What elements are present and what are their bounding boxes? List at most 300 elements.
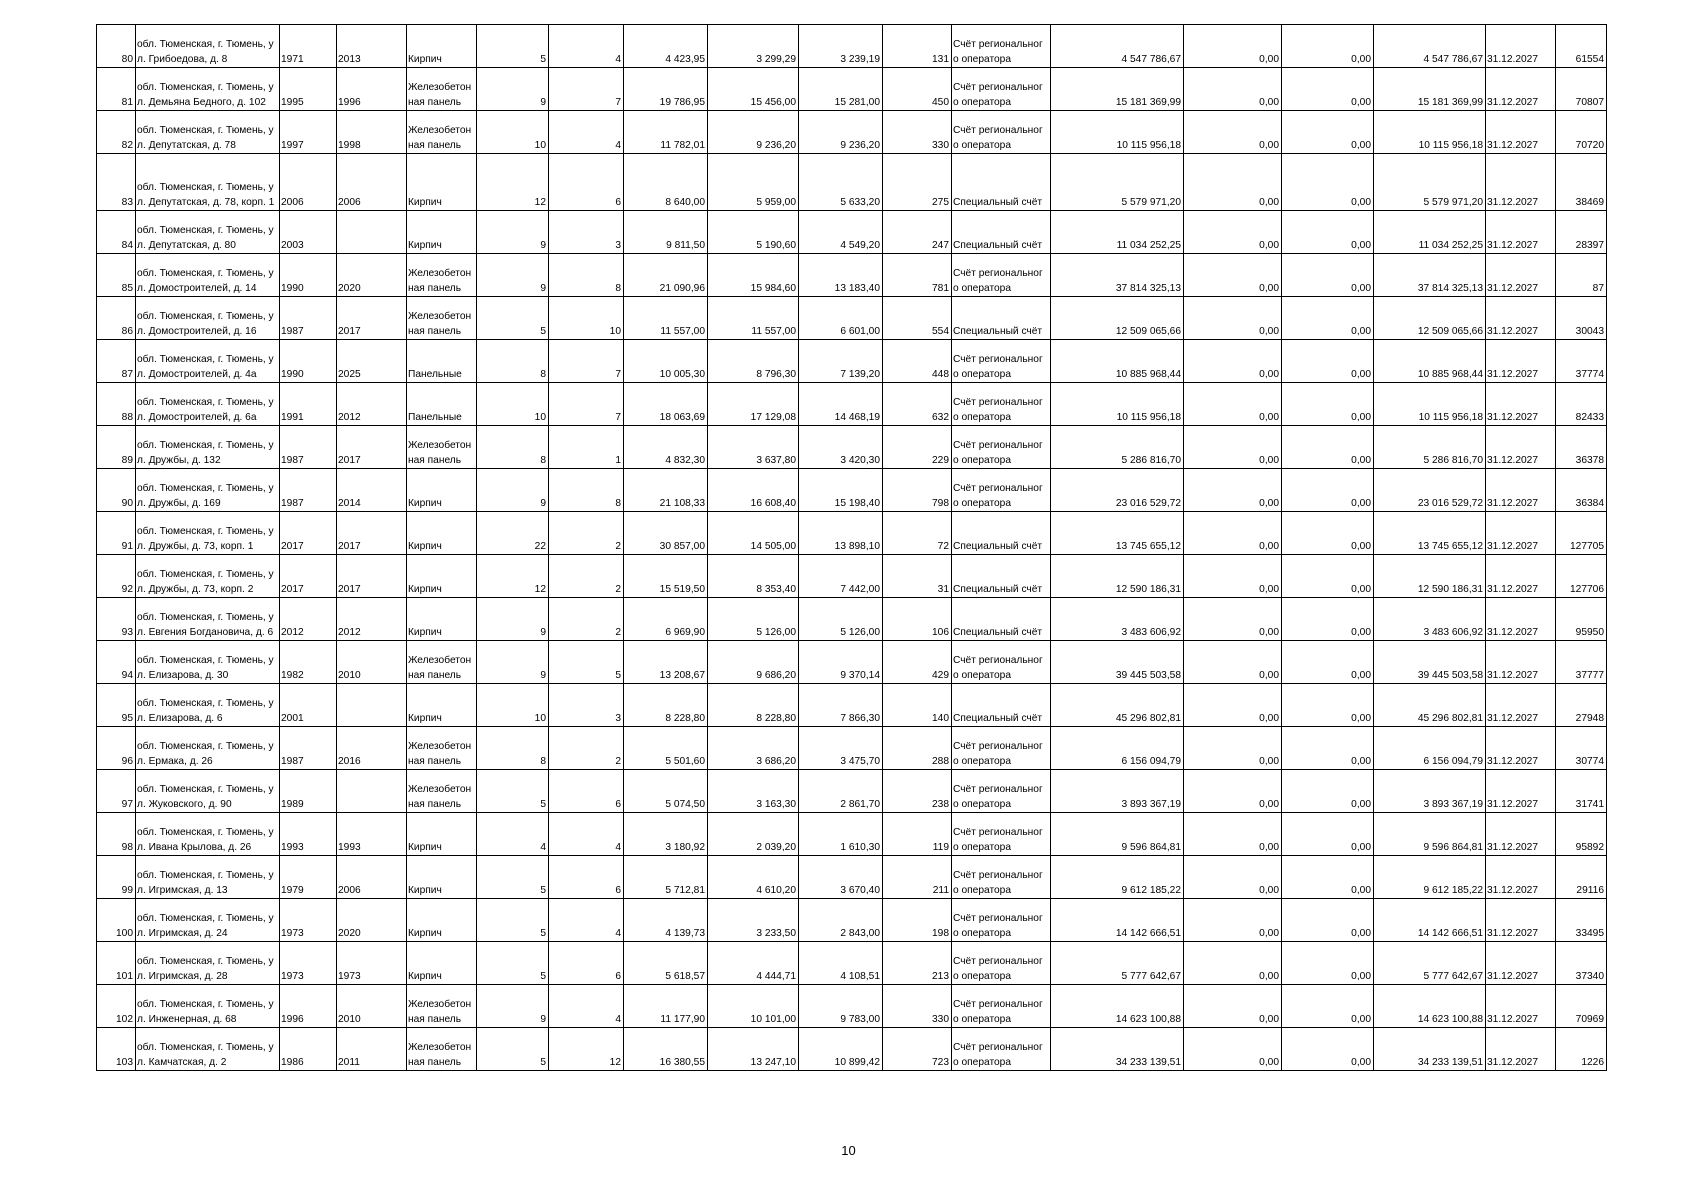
cost-extra-2-cell: 0,00 <box>1282 154 1374 211</box>
deadline-date-cell: 31.12.2027 <box>1486 297 1556 340</box>
row-number: 85 <box>97 254 136 297</box>
living-area-cell: 2 861,70 <box>799 770 883 813</box>
address-cell: обл. Тюменская, г. Тюмень, ул. Елизарова, д. 30 <box>136 641 280 684</box>
living-area-cell: 6 601,00 <box>799 297 883 340</box>
year-renovated-cell: 2006 <box>337 154 407 211</box>
floors-cell: 9 <box>477 254 549 297</box>
year-renovated-cell: 1998 <box>337 111 407 154</box>
address-cell: обл. Тюменская, г. Тюмень, ул. Дружбы, д. 73, корп. 1 <box>136 512 280 555</box>
year-built-cell: 2003 <box>280 211 337 254</box>
deadline-date-cell: 31.12.2027 <box>1486 254 1556 297</box>
cost-extra-2-cell: 0,00 <box>1282 426 1374 469</box>
entrances-cell: 5 <box>549 641 624 684</box>
living-area-cell: 4 108,51 <box>799 942 883 985</box>
cost-cell: 12 590 186,31 <box>1051 555 1184 598</box>
house-code-cell: 70807 <box>1556 68 1607 111</box>
year-renovated-cell <box>337 684 407 727</box>
premises-area-cell: 9 236,20 <box>708 111 799 154</box>
residents-cell: 781 <box>883 254 952 297</box>
wall-material-cell: Кирпич <box>407 154 477 211</box>
house-code-cell: 70720 <box>1556 111 1607 154</box>
total-area-cell: 21 090,96 <box>624 254 708 297</box>
cost-cell: 10 115 956,18 <box>1051 383 1184 426</box>
wall-material-cell: Кирпич <box>407 598 477 641</box>
year-built-cell: 1993 <box>280 813 337 856</box>
living-area-cell: 13 183,40 <box>799 254 883 297</box>
wall-material-cell: Панельные <box>407 340 477 383</box>
fund-method-cell: Счёт регионального оператора <box>952 426 1051 469</box>
residents-cell: 450 <box>883 68 952 111</box>
living-area-cell: 9 783,00 <box>799 985 883 1028</box>
table-row <box>97 25 1607 68</box>
address-cell: обл. Тюменская, г. Тюмень, ул. Домостроителей, д. 6а <box>136 383 280 426</box>
cost-cell: 23 016 529,72 <box>1051 469 1184 512</box>
cost-cell: 9 612 185,22 <box>1051 856 1184 899</box>
deadline-date-cell: 31.12.2027 <box>1486 154 1556 211</box>
year-built-cell: 1997 <box>280 111 337 154</box>
year-renovated-cell: 2017 <box>337 297 407 340</box>
living-area-cell: 3 420,30 <box>799 426 883 469</box>
cost-extra-2-cell: 0,00 <box>1282 111 1374 154</box>
row-number: 97 <box>97 770 136 813</box>
row-number: 98 <box>97 813 136 856</box>
residents-cell: 798 <box>883 469 952 512</box>
premises-area-cell: 15 456,00 <box>708 68 799 111</box>
entrances-cell: 6 <box>549 154 624 211</box>
entrances-cell: 2 <box>549 598 624 641</box>
address-cell: обл. Тюменская, г. Тюмень, ул. Домостроителей, д. 16 <box>136 297 280 340</box>
total-cost-cell: 12 590 186,31 <box>1374 555 1486 598</box>
total-area-cell: 8 640,00 <box>624 154 708 211</box>
cost-extra-1-cell: 0,00 <box>1184 856 1282 899</box>
premises-area-cell: 3 686,20 <box>708 727 799 770</box>
residents-cell: 119 <box>883 813 952 856</box>
table-row <box>97 254 1607 297</box>
year-built-cell: 2006 <box>280 154 337 211</box>
cost-extra-2-cell: 0,00 <box>1282 1028 1374 1071</box>
premises-area-cell: 5 126,00 <box>708 598 799 641</box>
premises-area-cell: 2 039,20 <box>708 813 799 856</box>
table-row <box>97 297 1607 340</box>
row-number: 100 <box>97 899 136 942</box>
entrances-cell: 6 <box>549 942 624 985</box>
deadline-date-cell: 31.12.2027 <box>1486 211 1556 254</box>
total-cost-cell: 5 579 971,20 <box>1374 154 1486 211</box>
year-built-cell: 2012 <box>280 598 337 641</box>
living-area-cell: 7 139,20 <box>799 340 883 383</box>
deadline-date-cell: 31.12.2027 <box>1486 340 1556 383</box>
cost-cell: 3 483 606,92 <box>1051 598 1184 641</box>
cost-extra-2-cell: 0,00 <box>1282 684 1374 727</box>
table-row <box>97 512 1607 555</box>
total-cost-cell: 14 142 666,51 <box>1374 899 1486 942</box>
floors-cell: 12 <box>477 154 549 211</box>
cost-extra-2-cell: 0,00 <box>1282 942 1374 985</box>
wall-material-cell: Кирпич <box>407 211 477 254</box>
year-built-cell: 1990 <box>280 340 337 383</box>
row-number: 82 <box>97 111 136 154</box>
year-built-cell: 1989 <box>280 770 337 813</box>
address-cell: обл. Тюменская, г. Тюмень, ул. Домостроителей, д. 4а <box>136 340 280 383</box>
cost-extra-1-cell: 0,00 <box>1184 383 1282 426</box>
entrances-cell: 7 <box>549 340 624 383</box>
cost-cell: 6 156 094,79 <box>1051 727 1184 770</box>
year-renovated-cell: 2014 <box>337 469 407 512</box>
cost-extra-1-cell: 0,00 <box>1184 254 1282 297</box>
address-cell: обл. Тюменская, г. Тюмень, ул. Елизарова, д. 6 <box>136 684 280 727</box>
total-cost-cell: 15 181 369,99 <box>1374 68 1486 111</box>
entrances-cell: 8 <box>549 469 624 512</box>
residents-cell: 330 <box>883 111 952 154</box>
cost-extra-2-cell: 0,00 <box>1282 297 1374 340</box>
year-renovated-cell: 2017 <box>337 555 407 598</box>
total-area-cell: 5 618,57 <box>624 942 708 985</box>
table-row <box>97 1028 1607 1071</box>
total-area-cell: 30 857,00 <box>624 512 708 555</box>
table-row <box>97 469 1607 512</box>
address-cell: обл. Тюменская, г. Тюмень, ул. Депутатская, д. 78 <box>136 111 280 154</box>
address-cell: обл. Тюменская, г. Тюмень, ул. Дружбы, д. 132 <box>136 426 280 469</box>
year-renovated-cell: 2012 <box>337 598 407 641</box>
cost-cell: 3 893 367,19 <box>1051 770 1184 813</box>
row-number: 91 <box>97 512 136 555</box>
fund-method-cell: Счёт регионального оператора <box>952 813 1051 856</box>
living-area-cell: 3 670,40 <box>799 856 883 899</box>
floors-cell: 5 <box>477 770 549 813</box>
residents-cell: 140 <box>883 684 952 727</box>
floors-cell: 8 <box>477 727 549 770</box>
fund-method-cell: Счёт регионального оператора <box>952 340 1051 383</box>
year-built-cell: 1987 <box>280 469 337 512</box>
address-cell: обл. Тюменская, г. Тюмень, ул. Жуковского, д. 90 <box>136 770 280 813</box>
floors-cell: 5 <box>477 942 549 985</box>
cost-extra-1-cell: 0,00 <box>1184 154 1282 211</box>
house-code-cell: 87 <box>1556 254 1607 297</box>
total-area-cell: 21 108,33 <box>624 469 708 512</box>
cost-extra-1-cell: 0,00 <box>1184 512 1282 555</box>
address-cell: обл. Тюменская, г. Тюмень, ул. Игримская, д. 28 <box>136 942 280 985</box>
table-row <box>97 598 1607 641</box>
cost-cell: 10 885 968,44 <box>1051 340 1184 383</box>
cost-extra-2-cell: 0,00 <box>1282 985 1374 1028</box>
table-row <box>97 68 1607 111</box>
wall-material-cell: Железобетонная панель <box>407 426 477 469</box>
total-area-cell: 10 005,30 <box>624 340 708 383</box>
cost-extra-2-cell: 0,00 <box>1282 727 1374 770</box>
entrances-cell: 3 <box>549 211 624 254</box>
entrances-cell: 4 <box>549 813 624 856</box>
entrances-cell: 2 <box>549 512 624 555</box>
total-area-cell: 6 969,90 <box>624 598 708 641</box>
wall-material-cell: Железобетонная панель <box>407 985 477 1028</box>
total-area-cell: 3 180,92 <box>624 813 708 856</box>
total-cost-cell: 45 296 802,81 <box>1374 684 1486 727</box>
year-built-cell: 1973 <box>280 899 337 942</box>
entrances-cell: 1 <box>549 426 624 469</box>
row-number: 88 <box>97 383 136 426</box>
year-renovated-cell: 2020 <box>337 899 407 942</box>
total-area-cell: 11 557,00 <box>624 297 708 340</box>
wall-material-cell: Железобетонная панель <box>407 727 477 770</box>
premises-area-cell: 11 557,00 <box>708 297 799 340</box>
cost-extra-2-cell: 0,00 <box>1282 254 1374 297</box>
total-area-cell: 16 380,55 <box>624 1028 708 1071</box>
residents-cell: 229 <box>883 426 952 469</box>
house-code-cell: 28397 <box>1556 211 1607 254</box>
cost-extra-2-cell: 0,00 <box>1282 899 1374 942</box>
year-renovated-cell: 2016 <box>337 727 407 770</box>
house-code-cell: 36378 <box>1556 426 1607 469</box>
living-area-cell: 2 843,00 <box>799 899 883 942</box>
table-row <box>97 684 1607 727</box>
address-cell: обл. Тюменская, г. Тюмень, ул. Евгения Богдановича, д. 6 <box>136 598 280 641</box>
address-cell: обл. Тюменская, г. Тюмень, ул. Депутатская, д. 78, корп. 1 <box>136 154 280 211</box>
year-renovated-cell: 2020 <box>337 254 407 297</box>
fund-method-cell: Счёт регионального оператора <box>952 942 1051 985</box>
living-area-cell: 3 475,70 <box>799 727 883 770</box>
year-built-cell: 1987 <box>280 297 337 340</box>
entrances-cell: 4 <box>549 111 624 154</box>
cost-extra-2-cell: 0,00 <box>1282 813 1374 856</box>
cost-cell: 10 115 956,18 <box>1051 111 1184 154</box>
year-renovated-cell: 2017 <box>337 426 407 469</box>
entrances-cell: 6 <box>549 770 624 813</box>
premises-area-cell: 3 163,30 <box>708 770 799 813</box>
floors-cell: 9 <box>477 985 549 1028</box>
floors-cell: 4 <box>477 813 549 856</box>
house-code-cell: 37340 <box>1556 942 1607 985</box>
total-area-cell: 5 712,81 <box>624 856 708 899</box>
cost-extra-1-cell: 0,00 <box>1184 1028 1282 1071</box>
house-code-cell: 95950 <box>1556 598 1607 641</box>
cost-extra-1-cell: 0,00 <box>1184 469 1282 512</box>
cost-extra-1-cell: 0,00 <box>1184 684 1282 727</box>
total-area-cell: 13 208,67 <box>624 641 708 684</box>
row-number: 101 <box>97 942 136 985</box>
wall-material-cell: Панельные <box>407 383 477 426</box>
total-area-cell: 4 139,73 <box>624 899 708 942</box>
address-cell: обл. Тюменская, г. Тюмень, ул. Грибоедова, д. 8 <box>136 25 280 68</box>
floors-cell: 10 <box>477 684 549 727</box>
living-area-cell: 3 239,19 <box>799 25 883 68</box>
residents-cell: 554 <box>883 297 952 340</box>
premises-area-cell: 10 101,00 <box>708 985 799 1028</box>
cost-extra-2-cell: 0,00 <box>1282 68 1374 111</box>
fund-method-cell: Счёт регионального оператора <box>952 111 1051 154</box>
deadline-date-cell: 31.12.2027 <box>1486 641 1556 684</box>
cost-extra-1-cell: 0,00 <box>1184 426 1282 469</box>
house-code-cell: 1226 <box>1556 1028 1607 1071</box>
cost-extra-2-cell: 0,00 <box>1282 211 1374 254</box>
floors-cell: 9 <box>477 641 549 684</box>
deadline-date-cell: 31.12.2027 <box>1486 942 1556 985</box>
row-number: 89 <box>97 426 136 469</box>
residents-cell: 275 <box>883 154 952 211</box>
residents-cell: 288 <box>883 727 952 770</box>
wall-material-cell: Железобетонная панель <box>407 68 477 111</box>
total-area-cell: 8 228,80 <box>624 684 708 727</box>
cost-extra-2-cell: 0,00 <box>1282 598 1374 641</box>
table-row <box>97 340 1607 383</box>
deadline-date-cell: 31.12.2027 <box>1486 512 1556 555</box>
cost-cell: 14 623 100,88 <box>1051 985 1184 1028</box>
residents-cell: 632 <box>883 383 952 426</box>
year-renovated-cell: 2012 <box>337 383 407 426</box>
wall-material-cell: Железобетонная панель <box>407 297 477 340</box>
cost-extra-1-cell: 0,00 <box>1184 598 1282 641</box>
cost-extra-1-cell: 0,00 <box>1184 641 1282 684</box>
premises-area-cell: 5 959,00 <box>708 154 799 211</box>
table-row <box>97 985 1607 1028</box>
fund-method-cell: Счёт регионального оператора <box>952 856 1051 899</box>
deadline-date-cell: 31.12.2027 <box>1486 684 1556 727</box>
living-area-cell: 4 549,20 <box>799 211 883 254</box>
living-area-cell: 15 281,00 <box>799 68 883 111</box>
total-cost-cell: 34 233 139,51 <box>1374 1028 1486 1071</box>
address-cell: обл. Тюменская, г. Тюмень, ул. Домостроителей, д. 14 <box>136 254 280 297</box>
wall-material-cell: Железобетонная панель <box>407 770 477 813</box>
wall-material-cell: Железобетонная панель <box>407 641 477 684</box>
row-number: 86 <box>97 297 136 340</box>
year-renovated-cell: 2017 <box>337 512 407 555</box>
residents-cell: 31 <box>883 555 952 598</box>
wall-material-cell: Кирпич <box>407 856 477 899</box>
row-number: 103 <box>97 1028 136 1071</box>
entrances-cell: 2 <box>549 555 624 598</box>
cost-cell: 4 547 786,67 <box>1051 25 1184 68</box>
residents-cell: 448 <box>883 340 952 383</box>
cost-cell: 9 596 864,81 <box>1051 813 1184 856</box>
fund-method-cell: Счёт регионального оператора <box>952 641 1051 684</box>
cost-extra-1-cell: 0,00 <box>1184 899 1282 942</box>
premises-area-cell: 16 608,40 <box>708 469 799 512</box>
deadline-date-cell: 31.12.2027 <box>1486 813 1556 856</box>
house-code-cell: 33495 <box>1556 899 1607 942</box>
total-cost-cell: 3 893 367,19 <box>1374 770 1486 813</box>
wall-material-cell: Кирпич <box>407 942 477 985</box>
fund-method-cell: Счёт регионального оператора <box>952 469 1051 512</box>
address-cell: обл. Тюменская, г. Тюмень, ул. Игримская, д. 13 <box>136 856 280 899</box>
residents-cell: 211 <box>883 856 952 899</box>
year-renovated-cell: 1993 <box>337 813 407 856</box>
fund-method-cell: Специальный счёт <box>952 598 1051 641</box>
living-area-cell: 9 236,20 <box>799 111 883 154</box>
cost-extra-2-cell: 0,00 <box>1282 469 1374 512</box>
deadline-date-cell: 31.12.2027 <box>1486 426 1556 469</box>
table-row <box>97 856 1607 899</box>
row-number: 84 <box>97 211 136 254</box>
cost-extra-1-cell: 0,00 <box>1184 25 1282 68</box>
cost-extra-2-cell: 0,00 <box>1282 770 1374 813</box>
address-cell: обл. Тюменская, г. Тюмень, ул. Дружбы, д. 169 <box>136 469 280 512</box>
fund-method-cell: Счёт регионального оператора <box>952 899 1051 942</box>
year-renovated-cell: 2025 <box>337 340 407 383</box>
year-built-cell: 2001 <box>280 684 337 727</box>
table-row <box>97 426 1607 469</box>
house-code-cell: 31741 <box>1556 770 1607 813</box>
residents-cell: 247 <box>883 211 952 254</box>
total-cost-cell: 12 509 065,66 <box>1374 297 1486 340</box>
floors-cell: 10 <box>477 383 549 426</box>
living-area-cell: 1 610,30 <box>799 813 883 856</box>
cost-cell: 5 777 642,67 <box>1051 942 1184 985</box>
living-area-cell: 13 898,10 <box>799 512 883 555</box>
total-cost-cell: 23 016 529,72 <box>1374 469 1486 512</box>
floors-cell: 8 <box>477 426 549 469</box>
total-cost-cell: 10 115 956,18 <box>1374 111 1486 154</box>
cost-extra-2-cell: 0,00 <box>1282 856 1374 899</box>
row-number: 80 <box>97 25 136 68</box>
fund-method-cell: Специальный счёт <box>952 211 1051 254</box>
house-code-cell: 37774 <box>1556 340 1607 383</box>
premises-area-cell: 15 984,60 <box>708 254 799 297</box>
floors-cell: 8 <box>477 340 549 383</box>
address-cell: обл. Тюменская, г. Тюмень, ул. Депутатская, д. 80 <box>136 211 280 254</box>
total-cost-cell: 37 814 325,13 <box>1374 254 1486 297</box>
cost-extra-2-cell: 0,00 <box>1282 383 1374 426</box>
floors-cell: 9 <box>477 469 549 512</box>
premises-area-cell: 4 444,71 <box>708 942 799 985</box>
row-number: 96 <box>97 727 136 770</box>
fund-method-cell: Счёт регионального оператора <box>952 383 1051 426</box>
year-renovated-cell: 2010 <box>337 641 407 684</box>
living-area-cell: 5 633,20 <box>799 154 883 211</box>
premises-area-cell: 8 228,80 <box>708 684 799 727</box>
cost-cell: 39 445 503,58 <box>1051 641 1184 684</box>
wall-material-cell: Кирпич <box>407 512 477 555</box>
cost-cell: 45 296 802,81 <box>1051 684 1184 727</box>
cost-extra-1-cell: 0,00 <box>1184 68 1282 111</box>
premises-area-cell: 3 637,80 <box>708 426 799 469</box>
address-cell: обл. Тюменская, г. Тюмень, ул. Игримская, д. 24 <box>136 899 280 942</box>
cost-extra-2-cell: 0,00 <box>1282 340 1374 383</box>
year-renovated-cell: 1973 <box>337 942 407 985</box>
year-built-cell: 1987 <box>280 727 337 770</box>
wall-material-cell: Железобетонная панель <box>407 1028 477 1071</box>
table-row <box>97 813 1607 856</box>
premises-area-cell: 3 233,50 <box>708 899 799 942</box>
year-built-cell: 1996 <box>280 985 337 1028</box>
residents-cell: 238 <box>883 770 952 813</box>
cost-cell: 34 233 139,51 <box>1051 1028 1184 1071</box>
wall-material-cell: Кирпич <box>407 813 477 856</box>
table-row <box>97 770 1607 813</box>
table-body <box>97 25 1607 1071</box>
wall-material-cell: Кирпич <box>407 555 477 598</box>
fund-method-cell: Специальный счёт <box>952 154 1051 211</box>
premises-area-cell: 8 353,40 <box>708 555 799 598</box>
floors-cell: 22 <box>477 512 549 555</box>
house-code-cell: 70969 <box>1556 985 1607 1028</box>
deadline-date-cell: 31.12.2027 <box>1486 555 1556 598</box>
living-area-cell: 7 866,30 <box>799 684 883 727</box>
cost-extra-1-cell: 0,00 <box>1184 942 1282 985</box>
row-number: 83 <box>97 154 136 211</box>
cost-cell: 5 286 816,70 <box>1051 426 1184 469</box>
wall-material-cell: Кирпич <box>407 899 477 942</box>
housing-registry-table <box>96 24 1607 1071</box>
wall-material-cell: Железобетонная панель <box>407 111 477 154</box>
floors-cell: 5 <box>477 25 549 68</box>
living-area-cell: 14 468,19 <box>799 383 883 426</box>
fund-method-cell: Счёт регионального оператора <box>952 1028 1051 1071</box>
residents-cell: 723 <box>883 1028 952 1071</box>
living-area-cell: 9 370,14 <box>799 641 883 684</box>
wall-material-cell: Кирпич <box>407 25 477 68</box>
year-built-cell: 1987 <box>280 426 337 469</box>
fund-method-cell: Специальный счёт <box>952 512 1051 555</box>
row-number: 93 <box>97 598 136 641</box>
